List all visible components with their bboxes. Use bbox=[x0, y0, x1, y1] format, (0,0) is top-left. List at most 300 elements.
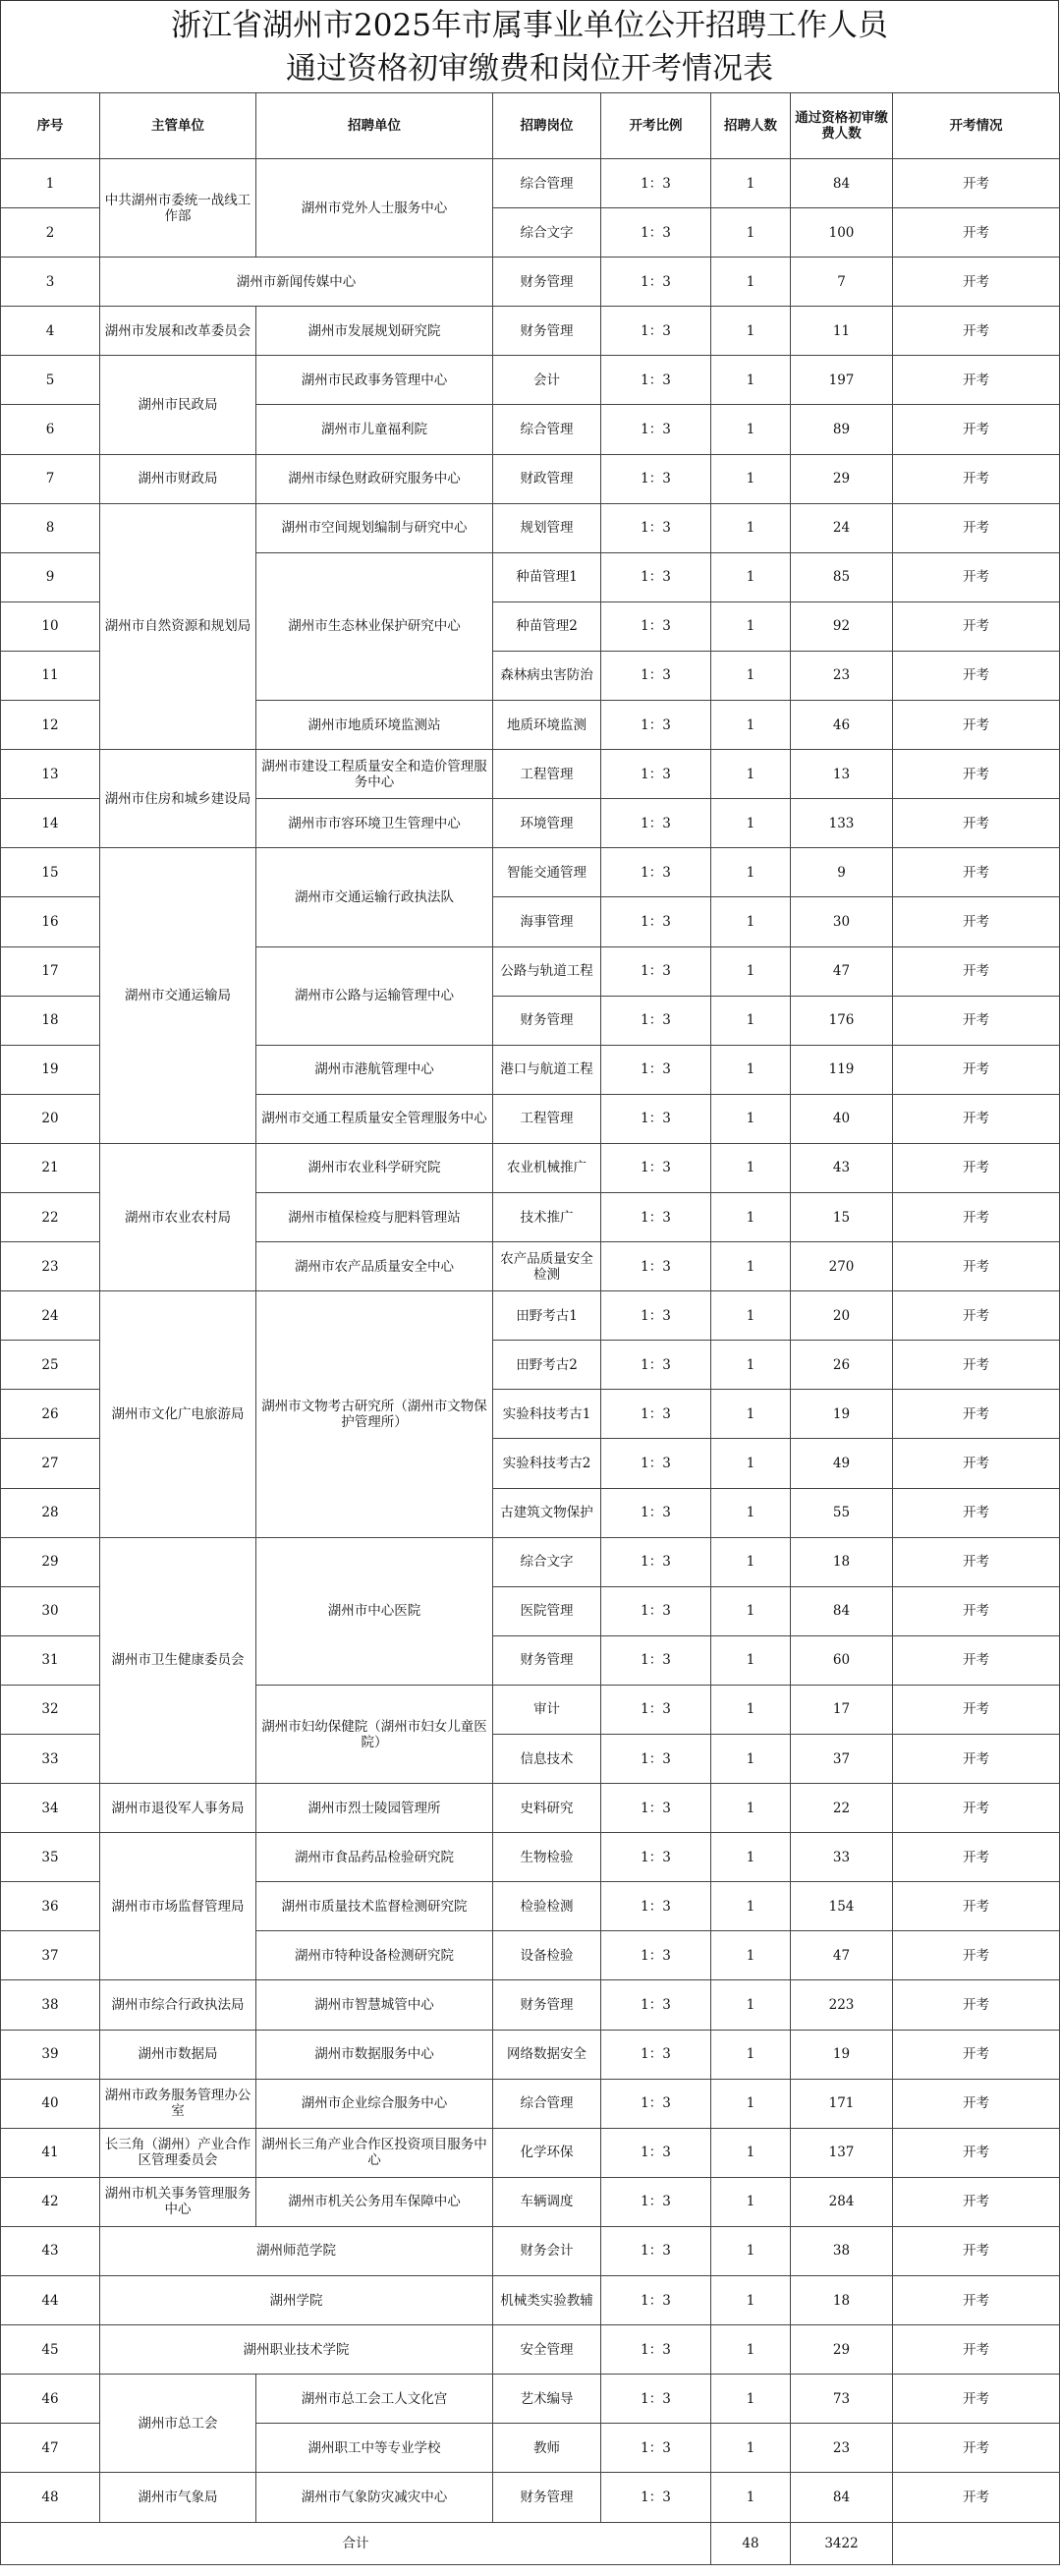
cell-post: 艺术编导 bbox=[493, 2375, 601, 2424]
cell-unit: 湖州长三角产业合作区投资项目服务中心 bbox=[256, 2128, 493, 2177]
cell-status: 开考 bbox=[893, 2375, 1060, 2424]
cell-passed: 17 bbox=[791, 1685, 893, 1734]
cell-no: 7 bbox=[1, 454, 100, 503]
cell-status: 开考 bbox=[893, 897, 1060, 946]
cell-post: 田野考古2 bbox=[493, 1341, 601, 1390]
table-row bbox=[1, 2325, 1060, 2375]
cell-passed: 73 bbox=[791, 2375, 893, 2424]
cell-no: 46 bbox=[1, 2375, 100, 2424]
cell-dept: 湖州市文化广电旅游局 bbox=[100, 1291, 256, 1537]
cell-status: 开考 bbox=[893, 799, 1060, 848]
cell-ratio: 1：3 bbox=[601, 454, 711, 503]
cell-post: 史料研究 bbox=[493, 1784, 601, 1833]
cell-ratio: 1：3 bbox=[601, 405, 711, 454]
cell-status: 开考 bbox=[893, 405, 1060, 454]
cell-num: 1 bbox=[711, 159, 791, 208]
cell-dept: 中共湖州市委统一战线工作部 bbox=[100, 159, 256, 258]
cell-ratio: 1：3 bbox=[601, 1143, 711, 1192]
cell-passed: 46 bbox=[791, 701, 893, 750]
total-label: 合计 bbox=[1, 2522, 711, 2564]
cell-no: 44 bbox=[1, 2276, 100, 2325]
cell-post: 农业机械推广 bbox=[493, 1143, 601, 1192]
cell-status: 开考 bbox=[893, 2226, 1060, 2275]
cell-num: 1 bbox=[711, 1439, 791, 1488]
cell-post: 海事管理 bbox=[493, 897, 601, 946]
cell-unit: 湖州市农产品质量安全中心 bbox=[256, 1242, 493, 1291]
cell-no: 27 bbox=[1, 1439, 100, 1488]
cell-num: 1 bbox=[711, 799, 791, 848]
cell-dept: 长三角（湖州）产业合作区管理委员会 bbox=[100, 2128, 256, 2177]
header-no: 序号 bbox=[1, 93, 100, 159]
cell-unit: 湖州市交通运输行政执法队 bbox=[256, 848, 493, 946]
cell-dept: 湖州市数据局 bbox=[100, 2030, 256, 2079]
cell-status: 开考 bbox=[893, 750, 1060, 799]
cell-no: 11 bbox=[1, 651, 100, 700]
cell-num: 1 bbox=[711, 2177, 791, 2226]
cell-passed: 270 bbox=[791, 1242, 893, 1291]
cell-passed: 84 bbox=[791, 159, 893, 208]
cell-no: 47 bbox=[1, 2424, 100, 2473]
cell-ratio: 1：3 bbox=[601, 1980, 711, 2030]
cell-num: 1 bbox=[711, 503, 791, 552]
cell-ratio: 1：3 bbox=[601, 2079, 711, 2128]
cell-passed: 85 bbox=[791, 552, 893, 601]
cell-ratio: 1：3 bbox=[601, 258, 711, 307]
total-num: 48 bbox=[711, 2522, 791, 2564]
cell-no: 24 bbox=[1, 1291, 100, 1341]
cell-ratio: 1：3 bbox=[601, 356, 711, 405]
cell-no: 4 bbox=[1, 307, 100, 356]
cell-unit: 湖州市特种设备检测研究院 bbox=[256, 1931, 493, 1980]
cell-unit: 湖州市总工会工人文化宫 bbox=[256, 2375, 493, 2424]
cell-post: 工程管理 bbox=[493, 750, 601, 799]
cell-num: 1 bbox=[711, 2226, 791, 2275]
cell-status: 开考 bbox=[893, 2276, 1060, 2325]
cell-unit: 湖州市儿童福利院 bbox=[256, 405, 493, 454]
cell-status: 开考 bbox=[893, 2177, 1060, 2226]
cell-status: 开考 bbox=[893, 1439, 1060, 1488]
cell-dept: 湖州职业技术学院 bbox=[100, 2325, 493, 2375]
cell-num: 1 bbox=[711, 307, 791, 356]
cell-ratio: 1：3 bbox=[601, 1833, 711, 1882]
cell-no: 1 bbox=[1, 159, 100, 208]
cell-passed: 22 bbox=[791, 1784, 893, 1833]
header-dept: 主管单位 bbox=[100, 93, 256, 159]
cell-post: 教师 bbox=[493, 2424, 601, 2473]
cell-status: 开考 bbox=[893, 208, 1060, 258]
cell-passed: 154 bbox=[791, 1882, 893, 1931]
table-row bbox=[1, 159, 1060, 208]
cell-ratio: 1：3 bbox=[601, 1045, 711, 1094]
cell-ratio: 1：3 bbox=[601, 848, 711, 897]
table-row bbox=[1, 2473, 1060, 2522]
cell-no: 45 bbox=[1, 2325, 100, 2375]
cell-post: 智能交通管理 bbox=[493, 848, 601, 897]
cell-status: 开考 bbox=[893, 1143, 1060, 1192]
cell-ratio: 1：3 bbox=[601, 1094, 711, 1143]
cell-status: 开考 bbox=[893, 159, 1060, 208]
cell-unit: 湖州市质量技术监督检测研究院 bbox=[256, 1882, 493, 1931]
cell-passed: 84 bbox=[791, 1586, 893, 1635]
cell-status: 开考 bbox=[893, 1291, 1060, 1341]
cell-post: 车辆调度 bbox=[493, 2177, 601, 2226]
cell-ratio: 1：3 bbox=[601, 2424, 711, 2473]
cell-post: 公路与轨道工程 bbox=[493, 946, 601, 996]
cell-status: 开考 bbox=[893, 2325, 1060, 2375]
title-line-1: 浙江省湖州市2025年市属事业单位公开招聘工作人员 bbox=[171, 7, 888, 43]
cell-no: 28 bbox=[1, 1488, 100, 1537]
cell-ratio: 1：3 bbox=[601, 897, 711, 946]
cell-ratio: 1：3 bbox=[601, 2375, 711, 2424]
table-row bbox=[1, 2375, 1060, 2424]
header-row bbox=[1, 93, 1060, 159]
cell-dept: 湖州市民政局 bbox=[100, 356, 256, 454]
cell-passed: 284 bbox=[791, 2177, 893, 2226]
cell-no: 32 bbox=[1, 1685, 100, 1734]
cell-ratio: 1：3 bbox=[601, 946, 711, 996]
cell-post: 田野考古1 bbox=[493, 1291, 601, 1341]
cell-num: 1 bbox=[711, 405, 791, 454]
cell-no: 25 bbox=[1, 1341, 100, 1390]
cell-no: 3 bbox=[1, 258, 100, 307]
cell-status: 开考 bbox=[893, 1735, 1060, 1784]
cell-status: 开考 bbox=[893, 1242, 1060, 1291]
cell-unit: 湖州市民政事务管理中心 bbox=[256, 356, 493, 405]
cell-unit: 湖州市生态林业保护研究中心 bbox=[256, 552, 493, 700]
cell-num: 1 bbox=[711, 1537, 791, 1586]
cell-post: 安全管理 bbox=[493, 2325, 601, 2375]
table-row bbox=[1, 1291, 1060, 1341]
cell-passed: 29 bbox=[791, 2325, 893, 2375]
table-row bbox=[1, 1833, 1060, 1882]
cell-ratio: 1：3 bbox=[601, 1931, 711, 1980]
cell-unit: 湖州市绿色财政研究服务中心 bbox=[256, 454, 493, 503]
cell-dept: 湖州市卫生健康委员会 bbox=[100, 1537, 256, 1783]
cell-dept: 湖州市市场监督管理局 bbox=[100, 1833, 256, 1980]
cell-status: 开考 bbox=[893, 1685, 1060, 1734]
cell-status: 开考 bbox=[893, 848, 1060, 897]
page-title bbox=[0, 0, 1059, 93]
cell-passed: 19 bbox=[791, 1390, 893, 1439]
cell-unit: 湖州市地质环境监测站 bbox=[256, 701, 493, 750]
cell-ratio: 1：3 bbox=[601, 208, 711, 258]
header-num: 招聘人数 bbox=[711, 93, 791, 159]
cell-num: 1 bbox=[711, 2030, 791, 2079]
cell-post: 农产品质量安全检测 bbox=[493, 1242, 601, 1291]
cell-status: 开考 bbox=[893, 601, 1060, 651]
cell-no: 16 bbox=[1, 897, 100, 946]
table-row bbox=[1, 2128, 1060, 2177]
table-row bbox=[1, 848, 1060, 897]
cell-no: 15 bbox=[1, 848, 100, 897]
cell-post: 财务会计 bbox=[493, 2226, 601, 2275]
cell-no: 37 bbox=[1, 1931, 100, 1980]
cell-num: 1 bbox=[711, 1094, 791, 1143]
cell-dept: 湖州市总工会 bbox=[100, 2375, 256, 2473]
cell-post: 信息技术 bbox=[493, 1735, 601, 1784]
cell-num: 1 bbox=[711, 1833, 791, 1882]
cell-unit: 湖州市港航管理中心 bbox=[256, 1045, 493, 1094]
cell-dept: 湖州市退役军人事务局 bbox=[100, 1784, 256, 1833]
cell-status: 开考 bbox=[893, 651, 1060, 700]
cell-ratio: 1：3 bbox=[601, 1291, 711, 1341]
cell-unit: 湖州市妇幼保健院（湖州市妇女儿童医院） bbox=[256, 1685, 493, 1783]
cell-num: 1 bbox=[711, 1291, 791, 1341]
cell-post: 财务管理 bbox=[493, 258, 601, 307]
cell-unit: 湖州市烈士陵园管理所 bbox=[256, 1784, 493, 1833]
cell-unit: 湖州市中心医院 bbox=[256, 1537, 493, 1685]
cell-num: 1 bbox=[711, 1685, 791, 1734]
cell-num: 1 bbox=[711, 2128, 791, 2177]
cell-post: 地质环境监测 bbox=[493, 701, 601, 750]
cell-passed: 26 bbox=[791, 1341, 893, 1390]
header-ratio: 开考比例 bbox=[601, 93, 711, 159]
cell-num: 1 bbox=[711, 1735, 791, 1784]
cell-unit: 湖州市文物考古研究所（湖州市文物保护管理所） bbox=[256, 1291, 493, 1537]
cell-status: 开考 bbox=[893, 1635, 1060, 1685]
cell-passed: 49 bbox=[791, 1439, 893, 1488]
cell-status: 开考 bbox=[893, 503, 1060, 552]
cell-no: 2 bbox=[1, 208, 100, 258]
cell-ratio: 1：3 bbox=[601, 701, 711, 750]
cell-dept: 湖州市交通运输局 bbox=[100, 848, 256, 1144]
cell-post: 财政管理 bbox=[493, 454, 601, 503]
table-row bbox=[1, 2177, 1060, 2226]
cell-status: 开考 bbox=[893, 1931, 1060, 1980]
cell-unit: 湖州市市容环境卫生管理中心 bbox=[256, 799, 493, 848]
cell-no: 9 bbox=[1, 552, 100, 601]
cell-passed: 47 bbox=[791, 1931, 893, 1980]
cell-post: 古建筑文物保护 bbox=[493, 1488, 601, 1537]
cell-passed: 92 bbox=[791, 601, 893, 651]
cell-num: 1 bbox=[711, 552, 791, 601]
cell-status: 开考 bbox=[893, 1390, 1060, 1439]
cell-status: 开考 bbox=[893, 1882, 1060, 1931]
header-unit: 招聘单位 bbox=[256, 93, 493, 159]
cell-status: 开考 bbox=[893, 1341, 1060, 1390]
table-row bbox=[1, 1980, 1060, 2030]
cell-ratio: 1：3 bbox=[601, 996, 711, 1045]
cell-dept: 湖州市住房和城乡建设局 bbox=[100, 750, 256, 848]
cell-passed: 38 bbox=[791, 2226, 893, 2275]
cell-post: 检验检测 bbox=[493, 1882, 601, 1931]
cell-ratio: 1：3 bbox=[601, 651, 711, 700]
cell-post: 医院管理 bbox=[493, 1586, 601, 1635]
cell-unit: 湖州市智慧城管中心 bbox=[256, 1980, 493, 2030]
cell-no: 6 bbox=[1, 405, 100, 454]
cell-num: 1 bbox=[711, 848, 791, 897]
cell-passed: 9 bbox=[791, 848, 893, 897]
cell-status: 开考 bbox=[893, 1980, 1060, 2030]
cell-passed: 30 bbox=[791, 897, 893, 946]
cell-ratio: 1：3 bbox=[601, 2276, 711, 2325]
cell-ratio: 1：3 bbox=[601, 1242, 711, 1291]
table-row bbox=[1, 356, 1060, 405]
cell-unit: 湖州市公路与运输管理中心 bbox=[256, 946, 493, 1045]
cell-no: 36 bbox=[1, 1882, 100, 1931]
cell-no: 33 bbox=[1, 1735, 100, 1784]
cell-num: 1 bbox=[711, 1784, 791, 1833]
cell-unit: 湖州市农业科学研究院 bbox=[256, 1143, 493, 1192]
cell-ratio: 1：3 bbox=[601, 1192, 711, 1241]
cell-ratio: 1：3 bbox=[601, 2177, 711, 2226]
cell-passed: 29 bbox=[791, 454, 893, 503]
cell-num: 1 bbox=[711, 258, 791, 307]
cell-passed: 133 bbox=[791, 799, 893, 848]
cell-status: 开考 bbox=[893, 946, 1060, 996]
table-row bbox=[1, 2226, 1060, 2275]
cell-status: 开考 bbox=[893, 1586, 1060, 1635]
table-row bbox=[1, 2276, 1060, 2325]
cell-post: 综合管理 bbox=[493, 405, 601, 454]
cell-unit: 湖州市数据服务中心 bbox=[256, 2030, 493, 2079]
cell-ratio: 1：3 bbox=[601, 1635, 711, 1685]
cell-no: 22 bbox=[1, 1192, 100, 1241]
cell-num: 1 bbox=[711, 356, 791, 405]
cell-passed: 197 bbox=[791, 356, 893, 405]
cell-status: 开考 bbox=[893, 996, 1060, 1045]
table-row bbox=[1, 454, 1060, 503]
cell-unit: 湖州市食品药品检验研究院 bbox=[256, 1833, 493, 1882]
header-post: 招聘岗位 bbox=[493, 93, 601, 159]
cell-ratio: 1：3 bbox=[601, 2473, 711, 2522]
cell-status: 开考 bbox=[893, 2030, 1060, 2079]
cell-num: 1 bbox=[711, 996, 791, 1045]
cell-no: 18 bbox=[1, 996, 100, 1045]
cell-dept: 湖州市政务服务管理办公室 bbox=[100, 2079, 256, 2128]
cell-no: 19 bbox=[1, 1045, 100, 1094]
cell-no: 40 bbox=[1, 2079, 100, 2128]
cell-status: 开考 bbox=[893, 356, 1060, 405]
recruitment-table bbox=[0, 92, 1060, 2565]
cell-unit: 湖州市建设工程质量安全和造价管理服务中心 bbox=[256, 750, 493, 799]
cell-post: 技术推广 bbox=[493, 1192, 601, 1241]
cell-no: 8 bbox=[1, 503, 100, 552]
cell-no: 13 bbox=[1, 750, 100, 799]
cell-passed: 15 bbox=[791, 1192, 893, 1241]
cell-unit: 湖州市气象防灾减灾中心 bbox=[256, 2473, 493, 2522]
cell-num: 1 bbox=[711, 2276, 791, 2325]
cell-num: 1 bbox=[711, 1242, 791, 1291]
cell-post: 工程管理 bbox=[493, 1094, 601, 1143]
cell-no: 43 bbox=[1, 2226, 100, 2275]
cell-ratio: 1：3 bbox=[601, 2325, 711, 2375]
cell-passed: 18 bbox=[791, 2276, 893, 2325]
cell-post: 生物检验 bbox=[493, 1833, 601, 1882]
cell-status: 开考 bbox=[893, 552, 1060, 601]
cell-num: 1 bbox=[711, 1980, 791, 2030]
cell-no: 38 bbox=[1, 1980, 100, 2030]
cell-num: 1 bbox=[711, 208, 791, 258]
cell-passed: 18 bbox=[791, 1537, 893, 1586]
cell-passed: 33 bbox=[791, 1833, 893, 1882]
cell-unit: 湖州市发展规划研究院 bbox=[256, 307, 493, 356]
cell-num: 1 bbox=[711, 1341, 791, 1390]
cell-status: 开考 bbox=[893, 701, 1060, 750]
cell-dept: 湖州市机关事务管理服务中心 bbox=[100, 2177, 256, 2226]
cell-unit: 湖州市机关公务用车保障中心 bbox=[256, 2177, 493, 2226]
cell-ratio: 1：3 bbox=[601, 1341, 711, 1390]
cell-unit: 湖州市党外人士服务中心 bbox=[256, 159, 493, 258]
cell-no: 35 bbox=[1, 1833, 100, 1882]
cell-post: 环境管理 bbox=[493, 799, 601, 848]
cell-dept: 湖州市综合行政执法局 bbox=[100, 1980, 256, 2030]
cell-no: 23 bbox=[1, 1242, 100, 1291]
cell-num: 1 bbox=[711, 1635, 791, 1685]
cell-dept: 湖州市农业农村局 bbox=[100, 1143, 256, 1290]
cell-ratio: 1：3 bbox=[601, 2128, 711, 2177]
cell-unit: 湖州职工中等专业学校 bbox=[256, 2424, 493, 2473]
table-body bbox=[1, 159, 1060, 2565]
cell-no: 31 bbox=[1, 1635, 100, 1685]
cell-dept: 湖州市财政局 bbox=[100, 454, 256, 503]
cell-no: 48 bbox=[1, 2473, 100, 2522]
cell-post: 财务管理 bbox=[493, 307, 601, 356]
cell-no: 21 bbox=[1, 1143, 100, 1192]
cell-ratio: 1：3 bbox=[601, 1735, 711, 1784]
header-passed: 通过资格初审缴费人数 bbox=[791, 93, 893, 159]
cell-ratio: 1：3 bbox=[601, 799, 711, 848]
cell-num: 1 bbox=[711, 2079, 791, 2128]
cell-status: 开考 bbox=[893, 1192, 1060, 1241]
cell-num: 1 bbox=[711, 2375, 791, 2424]
cell-ratio: 1：3 bbox=[601, 1488, 711, 1537]
cell-post: 规划管理 bbox=[493, 503, 601, 552]
cell-passed: 24 bbox=[791, 503, 893, 552]
title-line-2: 通过资格初审缴费和岗位开考情况表 bbox=[286, 50, 773, 86]
cell-num: 1 bbox=[711, 1488, 791, 1537]
cell-no: 29 bbox=[1, 1537, 100, 1586]
total-status bbox=[893, 2522, 1060, 2564]
cell-post: 财务管理 bbox=[493, 2473, 601, 2522]
cell-ratio: 1：3 bbox=[601, 1784, 711, 1833]
cell-post: 实验科技考古2 bbox=[493, 1439, 601, 1488]
table-row bbox=[1, 1537, 1060, 1586]
cell-num: 1 bbox=[711, 601, 791, 651]
cell-passed: 89 bbox=[791, 405, 893, 454]
table-row bbox=[1, 307, 1060, 356]
table-row bbox=[1, 1784, 1060, 1833]
cell-dept: 湖州学院 bbox=[100, 2276, 493, 2325]
total-row bbox=[1, 2522, 1060, 2564]
cell-post: 综合管理 bbox=[493, 159, 601, 208]
cell-post: 种苗管理1 bbox=[493, 552, 601, 601]
cell-post: 设备检验 bbox=[493, 1931, 601, 1980]
cell-ratio: 1：3 bbox=[601, 159, 711, 208]
cell-ratio: 1：3 bbox=[601, 1537, 711, 1586]
cell-ratio: 1：3 bbox=[601, 1685, 711, 1734]
cell-passed: 43 bbox=[791, 1143, 893, 1192]
cell-num: 1 bbox=[711, 1931, 791, 1980]
cell-post: 森林病虫害防治 bbox=[493, 651, 601, 700]
table-row bbox=[1, 750, 1060, 799]
cell-dept: 湖州市自然资源和规划局 bbox=[100, 503, 256, 749]
cell-post: 种苗管理2 bbox=[493, 601, 601, 651]
cell-status: 开考 bbox=[893, 2079, 1060, 2128]
cell-status: 开考 bbox=[893, 2128, 1060, 2177]
cell-no: 30 bbox=[1, 1586, 100, 1635]
cell-num: 1 bbox=[711, 454, 791, 503]
table-row bbox=[1, 258, 1060, 307]
cell-post: 综合文字 bbox=[493, 1537, 601, 1586]
cell-num: 1 bbox=[711, 2473, 791, 2522]
cell-post: 综合管理 bbox=[493, 2079, 601, 2128]
cell-passed: 23 bbox=[791, 2424, 893, 2473]
cell-num: 1 bbox=[711, 750, 791, 799]
cell-dept: 湖州市新闻传媒中心 bbox=[100, 258, 493, 307]
cell-ratio: 1：3 bbox=[601, 1882, 711, 1931]
cell-no: 12 bbox=[1, 701, 100, 750]
